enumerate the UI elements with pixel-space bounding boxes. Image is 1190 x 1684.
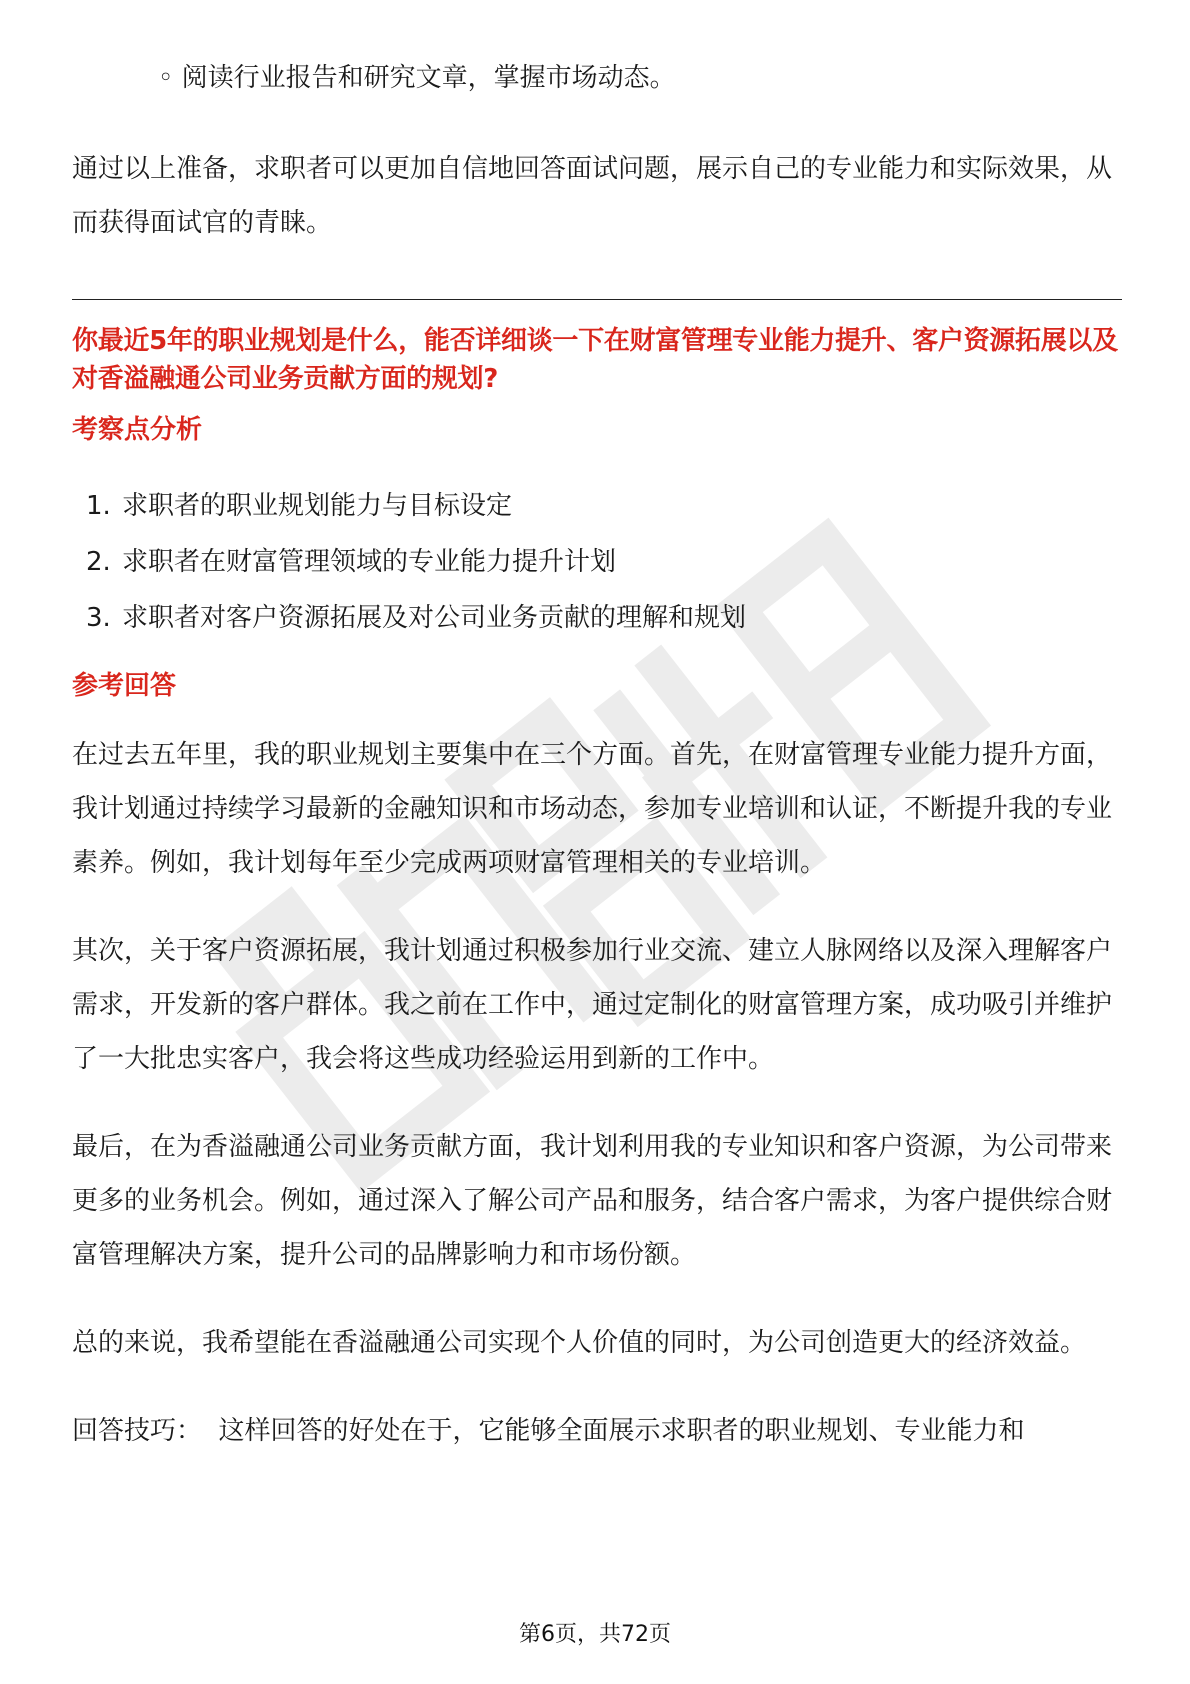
answer-paragraph: 总的来说，我希望能在香溢融通公司实现个人价值的同时，为公司创造更大的经济效益。 [72, 1328, 1087, 1358]
page-content [72, 58, 1122, 1458]
analysis-points-list [72, 478, 1122, 646]
list-item-number: 1. [86, 491, 111, 521]
list-item-text: 求职者在财富管理领域的专业能力提升计划 [122, 547, 617, 577]
analysis-heading: 考察点分析 [72, 415, 203, 445]
prev-bullet-item: ◦ 阅读行业报告和研究文章，掌握市场动态。 [158, 63, 676, 93]
list-item [72, 590, 1122, 646]
list-item [72, 534, 1122, 590]
section-divider [72, 299, 1122, 300]
prev-conclusion-paragraph: 通过以上准备，求职者可以更加自信地回答面试问题，展示自己的专业能力和实际效果，从而获得面试官的青睐。 [72, 154, 1113, 238]
answer-tips-paragraph: 回答技巧： 这样回答的好处在于，它能够全面展示求职者的职业规划、专业能力和 [72, 1416, 1025, 1446]
answer-heading: 参考回答 [72, 671, 177, 701]
list-item-number: 2. [86, 547, 111, 577]
answer-paragraph: 在过去五年里，我的职业规划主要集中在三个方面。首先，在财富管理专业能力提升方面，我计划通过持续学习最新的金融知识和市场动态，参加专业培训和认证，不断提升我的专业素养。例如，我计划每年至少完成两项财富管理相关的专业培训。 [72, 740, 1113, 878]
list-item-text: 求职者对客户资源拓展及对公司业务贡献的理解和规划 [122, 603, 747, 633]
question-heading: 你最近5年的职业规划是什么，能否详细谈一下在财富管理专业能力提升、客户资源拓展以及对香溢融通公司业务贡献方面的规划? [72, 326, 1118, 394]
list-item-text: 求职者的职业规划能力与目标设定 [122, 491, 513, 521]
list-item-number: 3. [86, 603, 111, 633]
answer-paragraph: 最后，在为香溢融通公司业务贡献方面，我计划利用我的专业知识和客户资源，为公司带来更多的业务机会。例如，通过深入了解公司产品和服务，结合客户需求，为客户提供综合财富管理解决方案，提升公司的品牌影响力和市场份额。 [72, 1132, 1113, 1270]
page-number-footer: 第6页，共72页 [519, 1622, 671, 1647]
answer-paragraph: 其次，关于客户资源拓展，我计划通过积极参加行业交流、建立人脉网络以及深入理解客户需求，开发新的客户群体。我之前在工作中，通过定制化的财富管理方案，成功吸引并维护了一大批忠实客户，我会将这些成功经验运用到新的工作中。 [72, 936, 1113, 1074]
list-item [72, 478, 1122, 534]
